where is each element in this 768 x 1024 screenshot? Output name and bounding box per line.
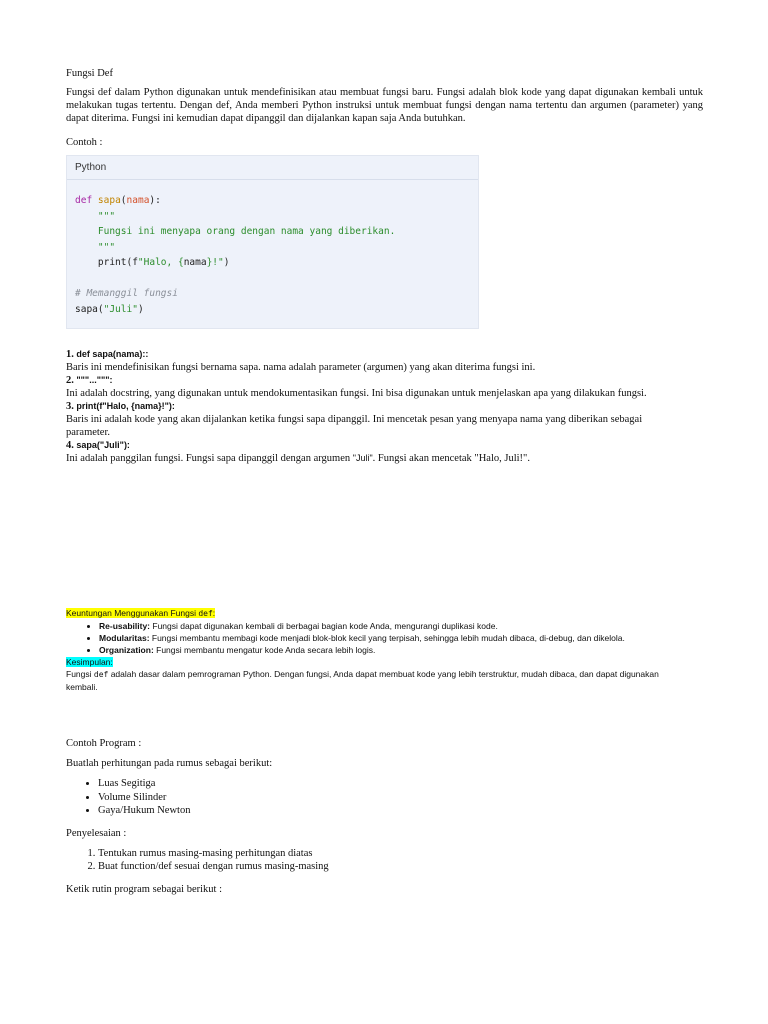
advantages-heading-colon: :	[212, 608, 216, 618]
explanation-number: 4.	[66, 440, 74, 451]
advantage-text: Fungsi dapat digunakan kembali di berbagai bagian kode Anda, mengurangi duplikasi kode.	[150, 621, 498, 631]
explanation-heading	[66, 439, 686, 452]
code-paren: ):	[149, 195, 161, 206]
closing-line: Ketik rutin program sebagai berikut :	[66, 883, 222, 895]
solution-heading: Penyelesaian :	[66, 827, 127, 839]
code-variable: nama	[183, 257, 207, 268]
conclusion-heading-highlight: Kesimpulan:	[66, 657, 113, 667]
explanation-text: Ini adalah docstring, yang digunakan untuk mendokumentasikan fungsi. Ini bisa digunakan untuk menjelaskan apa yang dilakukan fungsi.	[66, 388, 647, 399]
advantage-label: Organization:	[99, 645, 154, 655]
list-item	[99, 644, 703, 656]
code-language-label: Python	[67, 156, 478, 180]
task-list	[66, 777, 703, 818]
program-heading: Contoh Program :	[66, 738, 142, 749]
code-comment: # Memanggil fungsi	[75, 288, 178, 299]
program-section	[66, 737, 703, 903]
explanation-number: 2.	[66, 375, 74, 386]
explanation-number: 1.	[66, 349, 74, 360]
conclusion-text-part: adalah dasar dalam pemrograman Python. Dengan fungsi, Anda dapat membuat kode yang lebih terstruktur, mudah dibaca, dan dapat digunakan kembali.	[66, 669, 659, 692]
advantages-heading-text: Keuntungan Menggunakan Fungsi	[66, 608, 199, 618]
explanation-text: Baris ini mendefinisikan fungsi bernama sapa. nama adalah parameter (argumen) yang akan diterima fungsi ini.	[66, 362, 536, 373]
solution-steps	[66, 847, 703, 874]
list-item: 1. Tentukan rumus masing-masing perhitungan diatas	[98, 847, 703, 861]
code-line-docstring-open: """	[75, 210, 116, 222]
list-item: • Gaya/Hukum Newton	[98, 804, 703, 818]
list-item: 2. Buat function/def sesuai dengan rumus masing-masing	[98, 860, 703, 874]
explanation-text: Baris ini adalah kode yang akan dijalankan ketika fungsi sapa dipanggil. Ini mencetak pesan yang menyapa nama yang diberikan sebagai parameter.	[66, 414, 643, 438]
advantage-text: Fungsi membantu membagi kode menjadi blok-blok kecil yang terpisah, sehingga lebih mudah dibaca, di-debug, dan dikelola.	[149, 633, 625, 643]
code-string: "Juli"	[103, 303, 138, 315]
explanation-list	[66, 348, 686, 465]
code-line-print	[75, 255, 478, 271]
explanation-heading	[66, 374, 686, 387]
example-label: Contoh :	[66, 137, 103, 148]
explanation-heading	[66, 348, 686, 361]
explanation-number: 3.	[66, 401, 74, 412]
code-body	[67, 180, 478, 317]
conclusion-text-part: Fungsi	[66, 669, 94, 679]
list-item	[99, 632, 703, 644]
intro-paragraph: Fungsi def dalam Python digunakan untuk mendefinisikan atau membuat fungsi baru. Fungsi adalah blok kode yang dapat digunakan kembali untuk melakukan tugas tertentu. Dengan def, Anda memberi Python instruksi untuk membuat fungsi dengan nama tertentu dan argumen (parameter) yang dapat diterima. Fungsi ini kemudian dapat dipanggil dan dijalankan kapan saja Anda butuhkan.	[66, 87, 703, 124]
explanation-code: print(f"Halo, {nama}!"):	[76, 401, 175, 411]
conclusion-text	[66, 668, 666, 693]
code-line-docstring-close: """	[75, 241, 116, 253]
code-print-call: print(f	[75, 257, 138, 268]
explanation-argument: "Juli"	[352, 453, 373, 463]
explanation-text-part: . Fungsi akan mencetak "Halo, Juli!".	[372, 453, 530, 464]
code-paren: )	[137, 303, 144, 315]
code-keyword: def	[75, 195, 93, 206]
code-paren: (	[120, 195, 127, 206]
inline-code: def	[93, 670, 109, 679]
advantages-section	[66, 607, 703, 693]
code-call: sapa(	[75, 303, 104, 315]
list-item: • Luas Segitiga	[98, 777, 703, 791]
code-line-def	[75, 193, 478, 209]
explanation-text	[66, 452, 686, 465]
advantages-list	[66, 620, 703, 656]
code-function-name: sapa	[97, 195, 121, 206]
code-paren: )	[223, 257, 230, 268]
program-instruction: Buatlah perhitungan pada rumus sebagai berikut:	[66, 758, 273, 769]
code-string: }!"	[206, 257, 224, 268]
advantage-label: Modularitas:	[99, 633, 150, 643]
document-title: Fungsi Def	[66, 68, 113, 79]
advantage-text: Fungsi membantu mengatur kode Anda secara lebih logis.	[153, 645, 376, 655]
explanation-code: """...""":	[76, 375, 113, 385]
explanation-code: def sapa(nama)::	[76, 349, 149, 359]
code-block	[66, 155, 479, 329]
code-line-docstring: Fungsi ini menyapa orang dengan nama yang diberikan.	[75, 226, 396, 237]
advantage-label: Re-usability:	[99, 621, 151, 631]
list-item: • Volume Silinder	[98, 791, 703, 805]
code-blank-line	[75, 271, 478, 287]
inline-code: def	[198, 609, 213, 618]
advantages-heading-highlight	[66, 608, 215, 618]
code-string: "Halo, {	[137, 257, 184, 268]
explanation-code: sapa("Juli"):	[76, 440, 130, 450]
advantages-heading	[66, 607, 703, 620]
conclusion-heading	[66, 656, 703, 668]
explanation-text-part: Ini adalah panggilan fungsi. Fungsi sapa dipanggil dengan argumen	[66, 453, 353, 464]
code-line-call	[75, 302, 478, 318]
explanation-heading	[66, 400, 686, 413]
list-item	[99, 620, 703, 632]
code-parameter: nama	[126, 195, 150, 206]
